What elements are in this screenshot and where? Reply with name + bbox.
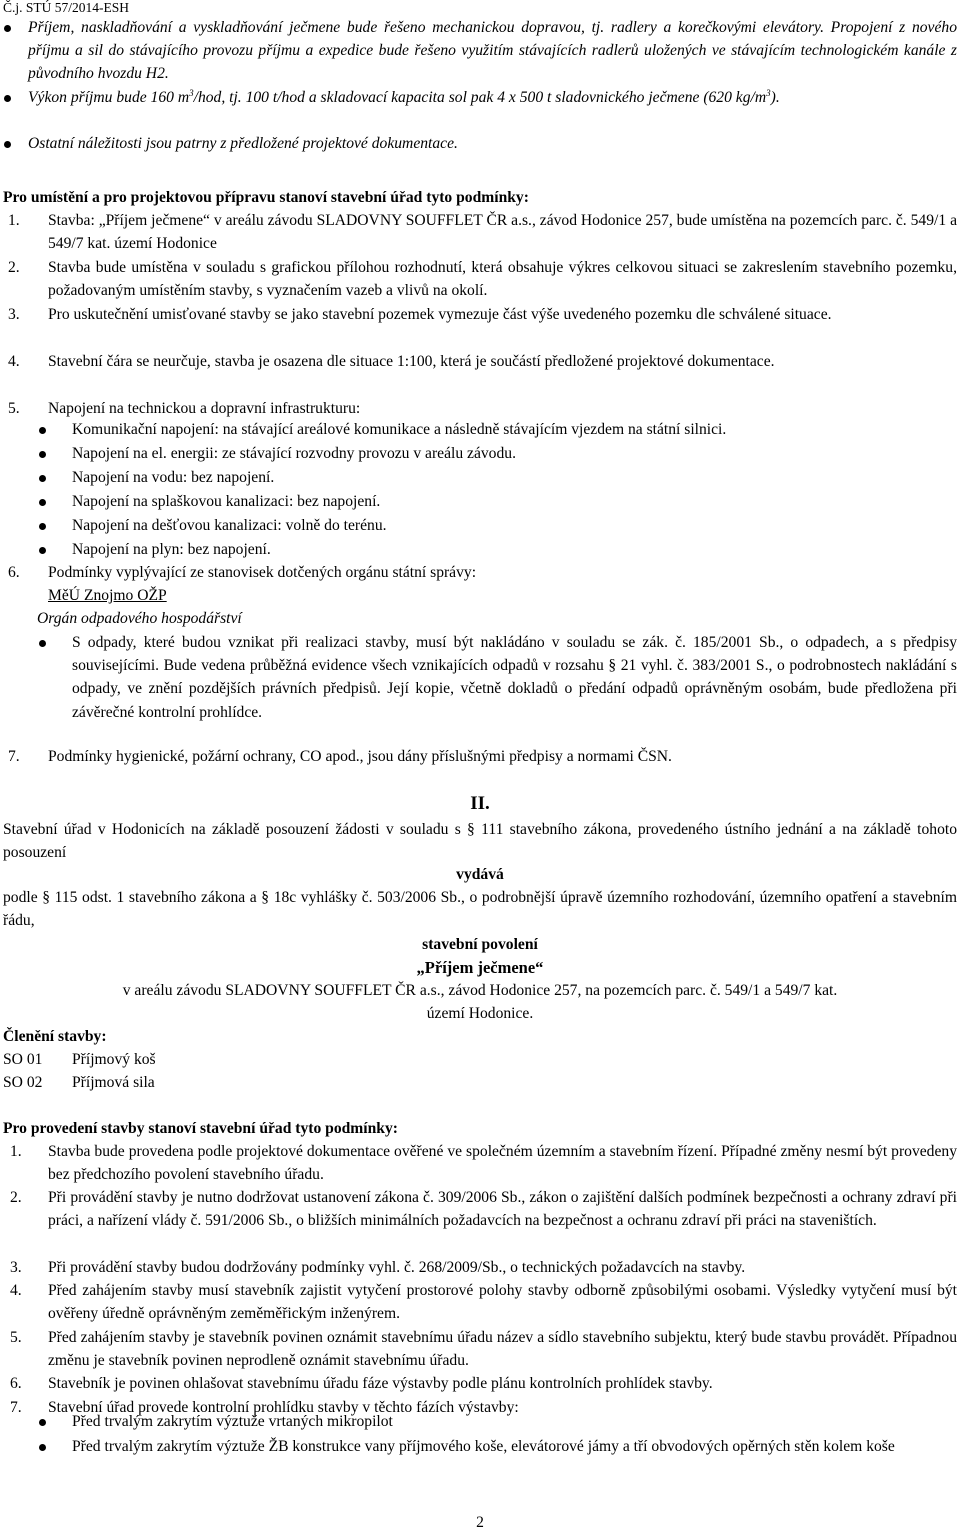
section-heading: Pro provedení stavby stanoví stavební úřad tyto podmínky: [3, 1120, 398, 1137]
list-item: 7. Stavební úřad provede kontrolní prohlídku stavby v těchto fázích výstavby: [10, 1399, 519, 1416]
list-item: S odpady, které budou vznikat při realizaci stavby, musí být nakládáno v souladu se zák. č. 185/2001 Sb., o odpadech, a s předpisy souvisejícími. Bude vedena průběžná evidence všech vznikajících odpadů v rozsahu § 21 vyhl. č. 383/2001 S., o podrobnostech nakládání s odpady, ve znění pozdějších právních předpisů. Její kopie, včetně dokladů o předání odpadů oprávněným osobám, bude předložena při závěrečné kontrolní prohlídce. [0, 631, 957, 724]
permit-title: stavební povolení [422, 936, 538, 953]
location-line: území Hodonice. [426, 1005, 534, 1022]
list-item: 1. Stavba bude provedena podle projektové dokumentace ověřené ve společném územním a stavebním řízení. Případné změny nesmí být provedeny bez předchozího povolení stavebního úřadu. [10, 1143, 957, 1184]
bullet-icon [39, 1444, 46, 1451]
list-item: Ostatní náležitosti jsou patrny z předložené projektové dokumentace. [0, 132, 957, 155]
bullet-icon [4, 141, 11, 148]
section-title: II. [470, 793, 490, 814]
list-item: 5. Před zahájením stavby je stavebník povinen oznámit stavebnímu úřadu název a sídlo stavebního subjektu, který bude stavbu provádět. Případnou změnu je stavebník povinen neprodleně oznámit stavebnímu úřadu. [10, 1329, 957, 1370]
list-item: 4. Stavební čára se neurčuje, stavba je osazena dle situace 1:100, která je součástí předložené projektové dokumentace. [8, 353, 775, 370]
verdict-word: vydává [456, 866, 504, 883]
authority-name: MěÚ Znojmo OŽP [48, 587, 167, 604]
bullet-icon [39, 547, 46, 554]
list-item: 2. Při provádění stavby je nutno dodržovat ustanovení zákona č. 309/2006 Sb., zákon o zajištění dalších podmínek bezpečnosti a ochrany zdraví při práci, a nařízení vlády č. 591/2006 Sb., o bližších minimálních požadavcích na bezpečnost a ochranu zdraví při práci na staveništích. [10, 1189, 957, 1230]
construction-conditions-list [0, 1140, 957, 1419]
reference-number: Č.j. STÚ 57/2014-ESH [3, 0, 130, 15]
bullet-icon [4, 95, 11, 102]
bullet-icon [39, 499, 46, 506]
list-item: Před trvalým zakrytím výztuže vrtaných mikropilot [0, 1410, 957, 1435]
list-item: 5. Napojení na technickou a dopravní infrastrukturu: [8, 400, 361, 417]
placement-conditions-list [0, 209, 957, 420]
list-item: Napojení na dešťovou kanalizaci: volně do terénu. [0, 514, 957, 538]
bullet-icon [39, 451, 46, 458]
list-item: 3. Pro uskutečnění umisťované stavby se jako stavební pozemek vymezuje část výše uvedeného pozemku dle schválené situace. [8, 306, 832, 323]
list-item: 7. Podmínky hygienické, požární ochrany, CO apod., jsou dány příslušnými předpisy a normami ČSN. [8, 748, 672, 765]
bullet-icon [39, 1419, 46, 1426]
list-item: 6. Podmínky vyplývající ze stanovisek dotčených orgánu státní správy: [8, 564, 477, 581]
list-item: Výkon příjmu bude 160 $m^3$/hod, tj. 100 t/hod a skladovací kapacita sol pak 4 x 500 t sladovnického ječmene (620 $kg/m^3$). [0, 86, 957, 132]
paragraph: Stavební úřad v Hodonicích na základě posouzení žádosti v souladu s § 111 stavebního zákona, provedeného ústního jednání a na základě tohoto posouzení [3, 821, 957, 862]
bullet-icon [39, 523, 46, 530]
list-item: Komunikační napojení: na stávající areálové komunikace a následně stávajícím vjezdem na státní silnici. [0, 418, 957, 442]
list-item: Napojení na plyn: bez napojení. [0, 538, 957, 562]
location-line: v areálu závodu SLADOVNY SOUFFLET ČR a.s., závod Hodonice 257, na pozemcích parc. č. 549/1 a 549/7 kat. [122, 982, 838, 999]
authority-department: Orgán odpadového hospodářství [37, 610, 242, 627]
division-row: SO 02 Příjmová sila [3, 1074, 155, 1091]
list-item: Příjem, naskladňování a vyskladňování ječmene bude řešeno mechanickou dopravou, tj. radlery a korečkovými elevátory. Propojení z nového příjmu a sil do stávajícího provozu příjmu a expedice bude řešeno využitím stávajících radlerů uložených ve stávajícím technologickém kanále z původního hvozdu H2. [0, 16, 957, 86]
list-item: 3. Při provádění stavby budou dodržovány podmínky vyhl. č. 268/2009/Sb., o technických požadavcích na stavby. [10, 1259, 746, 1276]
list-item: 1. Stavba: „Příjem ječmene“ v areálu závodu SLADOVNY SOUFFLET ČR a.s., závod Hodonice 257, bude umístěna na pozemcích parc. č. 549/1 a 549/7 kat. území Hodonice [8, 212, 957, 253]
inspection-phases-list [0, 1410, 957, 1458]
list-item: 4. Před zahájením stavby musí stavebník zajistit vytyčení prostorové polohy stavby odborně způsobilými osobami. Výsledky vytyčení musí být ověřeny úředně oprávněným zeměměřickým inženýrem. [10, 1282, 957, 1323]
list-item: Napojení na el. energii: ze stávající rozvodny provozu v areálu závodu. [0, 442, 957, 466]
page-number: 2 [476, 1514, 484, 1531]
infrastructure-list [0, 418, 957, 562]
list-item: 6. Stavebník je povinen ohlašovat stavebnímu úřadu fáze výstavby podle plánu kontrolních prohlídek stavby. [10, 1375, 713, 1392]
waste-list [0, 631, 957, 724]
list-item: Před trvalým zakrytím výztuže ŽB konstrukce vany příjmového koše, elevátorové jámy a tří obvodových opěrných stěn kolem koše [0, 1435, 957, 1458]
bullet-icon [4, 25, 11, 32]
list-item: Napojení na splaškovou kanalizaci: bez napojení. [0, 490, 957, 514]
project-name: „Příjem ječmene“ [416, 958, 544, 977]
bullet-icon [39, 475, 46, 482]
section-heading: Pro umístění a pro projektovou přípravu stanoví stavební úřad tyto podmínky: [3, 189, 529, 206]
paragraph: podle § 115 odst. 1 stavebního zákona a § 18c vyhlášky č. 503/2006 Sb., o podrobnější úpravě územního rozhodování, územního opatření a stavebním řádu, [3, 889, 957, 930]
bullet-icon [39, 427, 46, 434]
list-item: Napojení na vodu: bez napojení. [0, 466, 957, 490]
intro-list [0, 16, 957, 155]
list-item: 2. Stavba bude umístěna v souladu s grafickou přílohou rozhodnutí, která obsahuje výkres celkovou situaci se zakreslením stavebního pozemku, požadovaným umístěním stavby, s vyznačením vazeb a vlivů na okolí. [8, 259, 957, 300]
division-row: SO 01 Příjmový koš [3, 1051, 156, 1068]
bullet-icon [39, 640, 46, 647]
division-heading: Členění stavby: [3, 1028, 107, 1045]
